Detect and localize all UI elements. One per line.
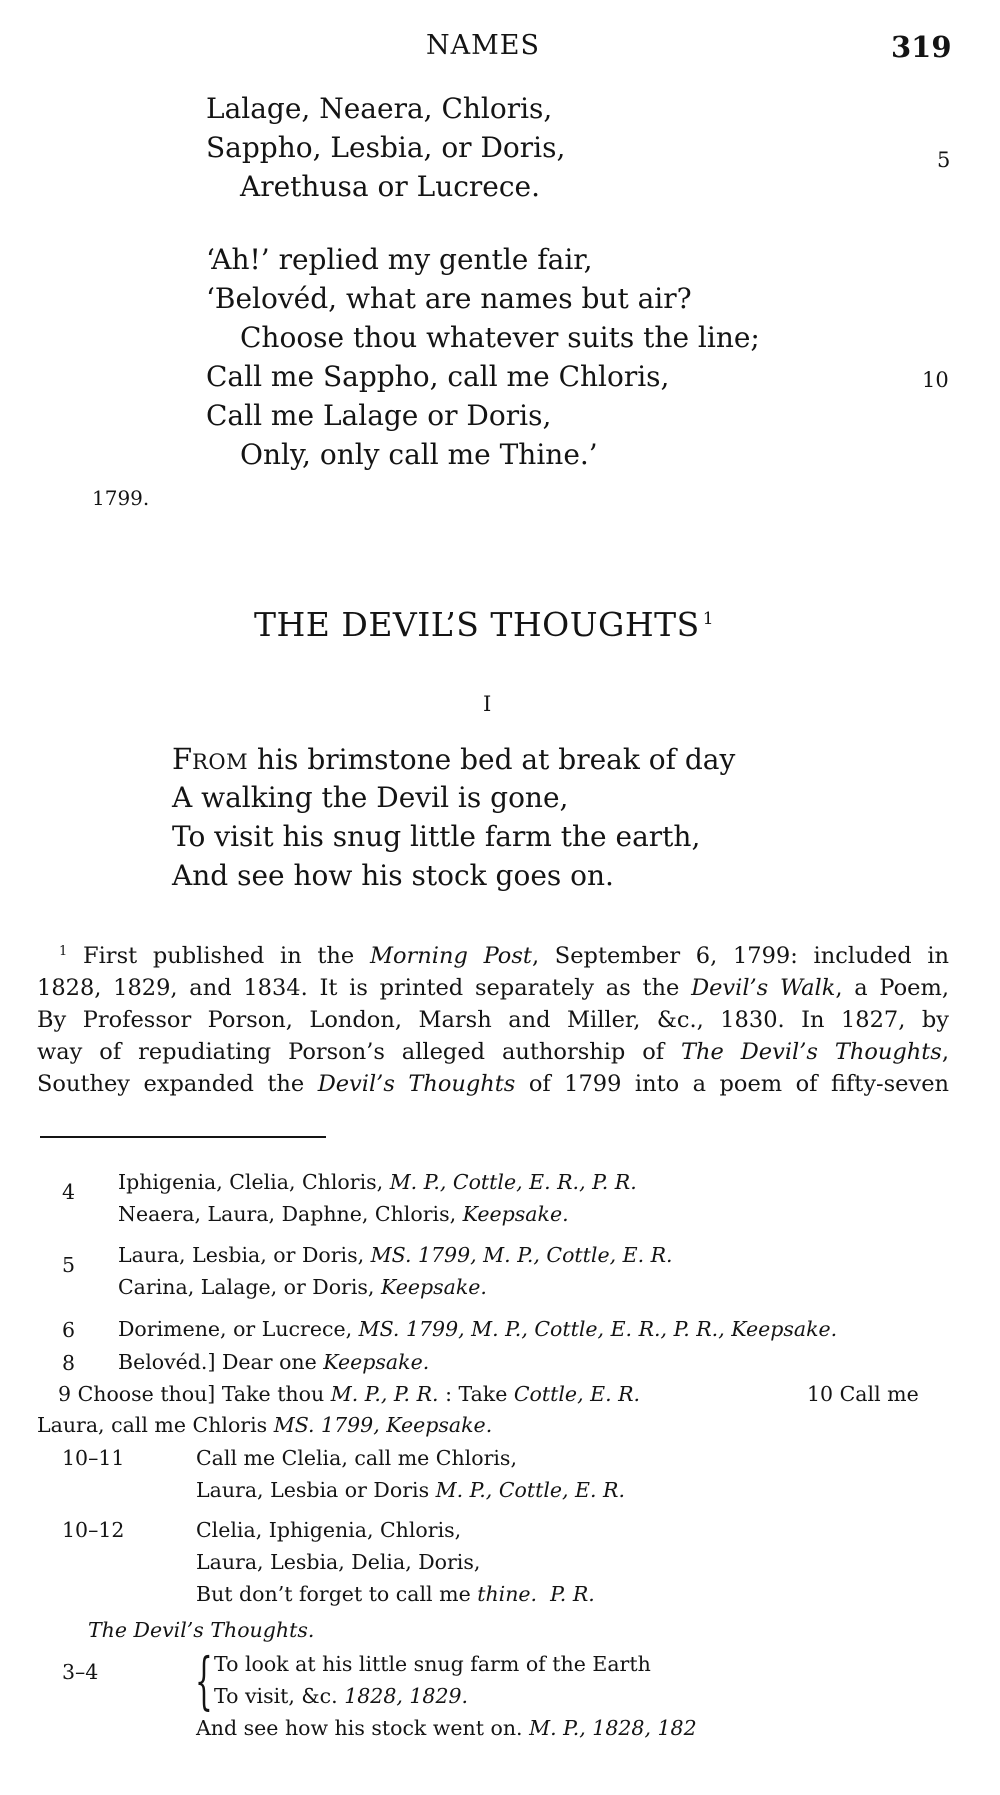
stanza-number: I — [483, 692, 492, 716]
line-number: 10 — [922, 368, 949, 392]
poem-date: 1799. — [92, 486, 150, 510]
verse-line: ‘Ah!’ replied my gentle fair, — [206, 243, 593, 276]
verse-line: Call me Sappho, call me Chloris, — [206, 360, 670, 393]
running-header-title: NAMES — [426, 30, 540, 61]
page-number: 319 — [891, 30, 952, 64]
variant-line: Laura, call me Chloris MS. 1799, Keepsake. — [37, 1413, 493, 1437]
drop-initial: F — [172, 742, 193, 776]
verse-line: A walking the Devil is gone, — [172, 781, 569, 814]
footnote-mark: 1 — [59, 944, 68, 959]
variant-line: But don’t forget to call me thine. P. R. — [196, 1582, 595, 1606]
variant-line: And see how his stock went on. M. P., 1828, 182 — [196, 1716, 697, 1740]
variant-line: Laura, Lesbia, Delia, Doris, — [196, 1550, 481, 1574]
variant-line: Call me Clelia, call me Chloris, — [196, 1446, 517, 1470]
small-caps-text: ROM — [192, 750, 249, 774]
footnote — [37, 943, 949, 1103]
poem-title-text: THE DEVIL’S THOUGHTS — [254, 605, 700, 644]
verse-line: Choose thou whatever suits the line; — [240, 321, 760, 354]
variant-line: Dorimene, or Lucrece, MS. 1799, M. P., Cottle, E. R., P. R., Keepsake. — [118, 1317, 838, 1341]
footnote-line: Southey expanded the Devil’s Thoughts of 1799 into a poem of fifty-seven — [37, 1071, 950, 1097]
variant-line: Clelia, Iphigenia, Chloris, — [196, 1518, 462, 1542]
brace-symbol: { — [195, 1644, 213, 1717]
verse-line: Only, only call me Thine.’ — [240, 438, 598, 471]
variant-line-number: 4 — [62, 1180, 76, 1204]
verse-line — [172, 742, 735, 776]
verse-line: To visit his snug little farm the earth, — [172, 820, 701, 853]
variant-line-number: 6 — [62, 1318, 76, 1342]
verse-line: ‘Belovéd, what are names but air? — [206, 282, 692, 315]
variant-line: Laura, Lesbia or Doris M. P., Cottle, E. R. — [196, 1478, 625, 1502]
verse-line: And see how his stock goes on. — [172, 859, 614, 892]
footnote-line: $^1$ First published in the Morning Post, September 6, 1799: included in — [59, 943, 950, 969]
variant-line: Belovéd.] Dear one Keepsake. — [118, 1350, 430, 1374]
variant-line-number: 3–4 — [62, 1660, 99, 1684]
variant-line-number: 10–12 — [62, 1518, 125, 1542]
variant-line: To look at his little snug farm of the Earth — [214, 1652, 651, 1676]
variant-line: 9 Choose thou] Take thou M. P., P. R. : Take Cottle, E. R. — [58, 1382, 641, 1406]
verse-line: Lalage, Neaera, Chloris, — [206, 92, 553, 125]
verse-line: Sappho, Lesbia, or Doris, — [206, 131, 566, 164]
line-number: 5 — [937, 148, 951, 172]
poem-title — [254, 605, 714, 644]
verse-line: Arethusa or Lucrece. — [240, 170, 541, 203]
variant-line-number: 9 — [58, 1382, 72, 1406]
variant-line: Laura, Lesbia, or Doris, MS. 1799, M. P., Cottle, E. R. — [118, 1243, 673, 1267]
footnote-line: 1828, 1829, and 1834. It is printed separately as the Devil’s Walk, a Poem, — [37, 975, 949, 1001]
variant-line: To visit, &c. 1828, 1829. — [214, 1684, 469, 1708]
variant-line: Carina, Lalage, or Doris, Keepsake. — [118, 1275, 487, 1299]
variant-line-number: 10–11 — [62, 1446, 125, 1470]
variant-line-number: 8 — [62, 1351, 76, 1375]
footnote-line: By Professor Porson, London, Marsh and Miller, &c., 1830. In 1827, by — [37, 1007, 949, 1033]
section-label: The Devil’s Thoughts. — [88, 1618, 315, 1642]
variant-line: Iphigenia, Clelia, Chloris, M. P., Cottle, E. R., P. R. — [118, 1170, 637, 1194]
verse-line: Call me Lalage or Doris, — [206, 399, 552, 432]
variant-line-number: 10 — [807, 1382, 834, 1406]
verse-line-rest: his brimstone bed at break of day — [248, 743, 736, 776]
variant-line: 10 Call me — [807, 1382, 919, 1406]
footnote-reference: 1 — [702, 609, 715, 629]
variant-line-number: 5 — [62, 1253, 76, 1277]
footnote-rule — [40, 1136, 326, 1138]
footnote-line: way of repudiating Porson’s alleged authorship of The Devil’s Thoughts, — [37, 1039, 949, 1065]
variant-line: Neaera, Laura, Daphne, Chloris, Keepsake. — [118, 1202, 569, 1226]
